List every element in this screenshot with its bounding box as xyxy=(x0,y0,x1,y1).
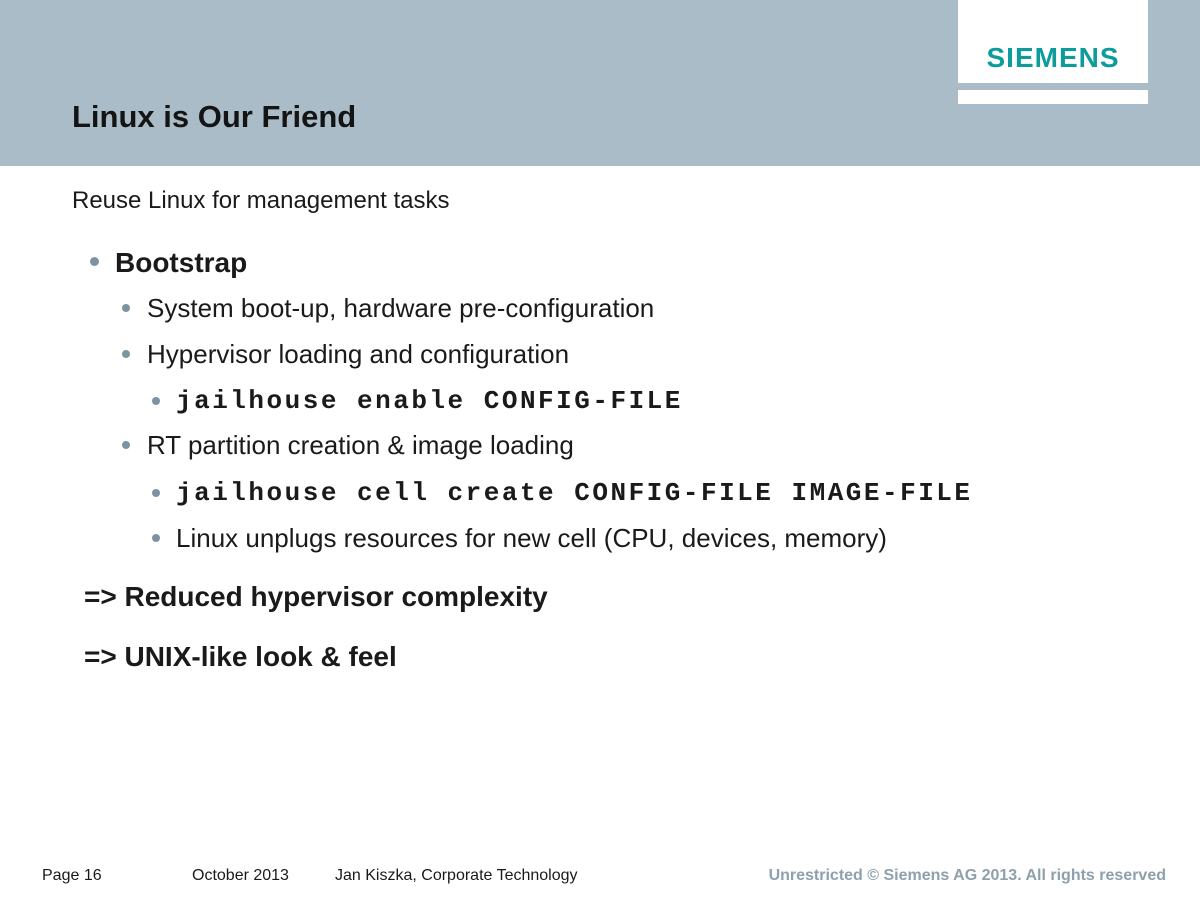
bullet-dot-icon xyxy=(122,350,130,358)
bullet-item-system-bootup xyxy=(147,293,654,323)
bullet-item-linux-unplugs xyxy=(176,523,887,553)
bullet-dot-icon xyxy=(122,441,130,449)
bullet-text: Hypervisor loading and configuration xyxy=(147,339,570,369)
footer-rights-notice: Unrestricted © Siemens AG 2013. All rights reserved xyxy=(768,867,1166,884)
bullet-item-hypervisor-loading xyxy=(147,339,569,369)
bullet-item-rt-partition xyxy=(147,430,574,460)
siemens-logo: SIEMENS xyxy=(986,42,1120,73)
slide-subtitle: Reuse Linux for management tasks xyxy=(72,187,450,214)
footer-author: Jan Kiszka, Corporate Technology xyxy=(335,867,578,884)
bullet-text: Bootstrap xyxy=(115,247,248,278)
bullet-item-bootstrap xyxy=(115,247,247,279)
siemens-logo-box xyxy=(958,0,1148,83)
conclusion-reduced-complexity: => Reduced hypervisor complexity xyxy=(84,581,548,612)
bullet-dot-icon xyxy=(152,397,160,405)
bullet-dot-icon xyxy=(90,257,99,266)
bullet-dot-icon xyxy=(152,489,160,497)
command-text: jailhouse enable CONFIG-FILE xyxy=(176,386,683,416)
footer-date: October 2013 xyxy=(192,867,289,884)
siemens-logo-underline-bar xyxy=(958,90,1148,104)
bullet-text: Linux unplugs resources for new cell (CPU, devices, memory) xyxy=(176,523,887,553)
footer-page-number: Page 16 xyxy=(42,867,102,884)
bullet-text: System boot-up, hardware pre-configuration xyxy=(147,293,655,323)
bullet-item-jailhouse-cell-create-command xyxy=(176,478,973,508)
bullet-text: RT partition creation & image loading xyxy=(147,430,574,460)
command-text: jailhouse cell create CONFIG-FILE IMAGE-FILE xyxy=(176,478,973,508)
bullet-dot-icon xyxy=(122,304,130,312)
bullet-dot-icon xyxy=(152,534,160,542)
slide-title: Linux is Our Friend xyxy=(72,99,357,134)
bullet-item-jailhouse-enable-command xyxy=(176,386,683,416)
conclusion-unix-look-feel: => UNIX-like look & feel xyxy=(84,641,397,672)
